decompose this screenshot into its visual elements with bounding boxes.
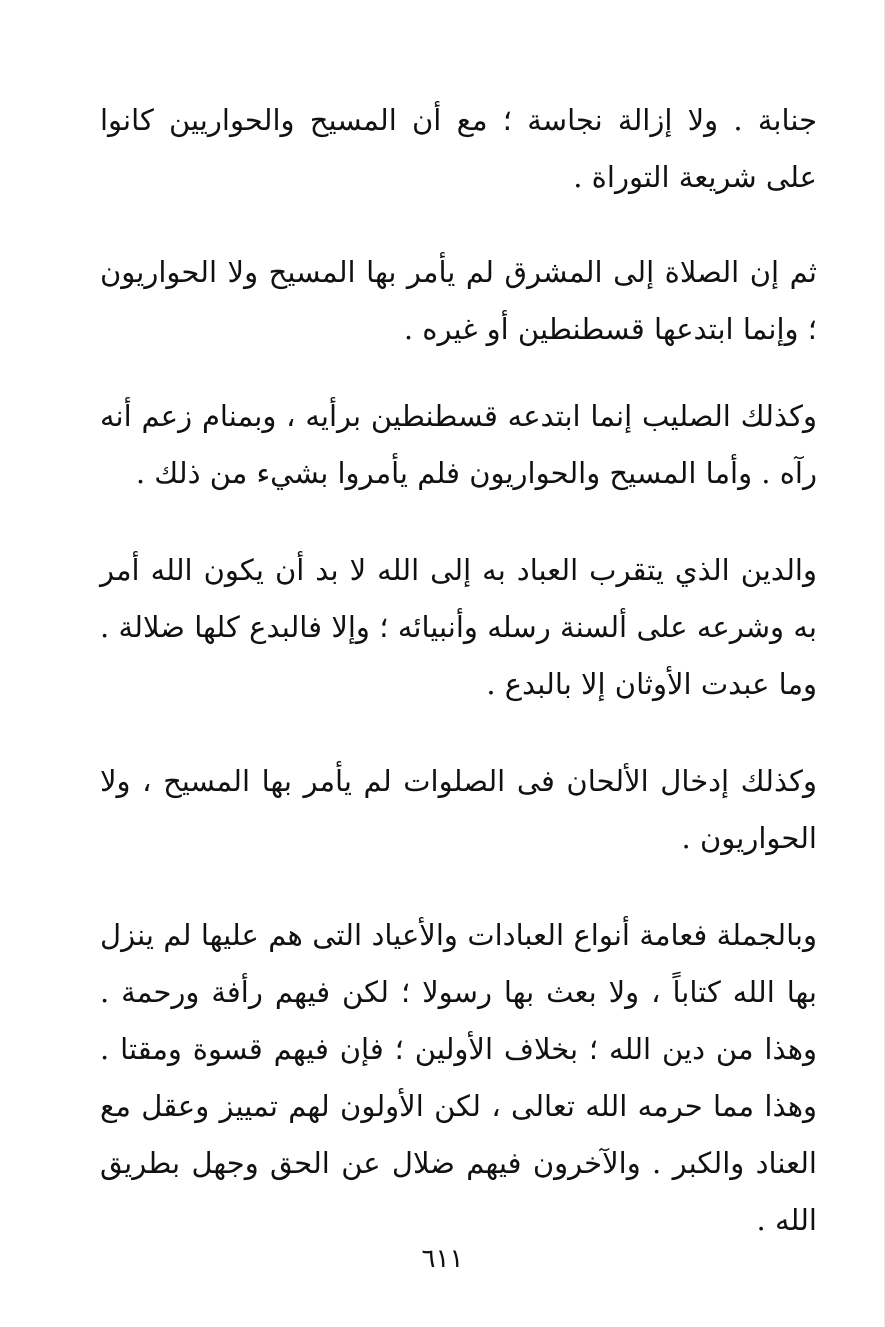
paragraph-3: وكذلك الصليب إنما ابتدعه قسطنطين برأيه ، وبمنام زعم أنه رآه . وأما المسيح والحواريون فلم يأمروا بشيء من ذلك . (100, 399, 817, 490)
paragraph-6: وبالجملة فعامة أنواع العبادات والأعياد التى هم عليها لم ينزل بها الله كتاباً ، ولا بعث بها رسولا ؛ لكن فيهم رأفة ورحمة . وهذا من دين الله ؛ بخلاف الأولين ؛ فإن فيهم قسوة ومقتا . وهذا مما حرمه الله تعالى ، لكن الأولون لهم تمييز وعقل مع العناد والكبر . والآخرون فيهم ضلال عن الحق وجهل بطريق الله . (100, 918, 817, 1237)
page-number: ٦١١ (421, 1244, 464, 1274)
paragraph-2: ثم إن الصلاة إلى المشرق لم يأمر بها المسيح ولا الحواريون ؛ وإنما ابتدعها قسطنطين أو غيره . (100, 255, 817, 346)
paragraph-1: جنابة . ولا إزالة نجاسة ؛ مع أن المسيح والحواريين كانوا على شريعة التوراة . (100, 103, 817, 194)
paragraph-5: وكذلك إدخال الألحان فى الصلوات لم يأمر بها المسيح ، ولا الحواريون . (100, 764, 817, 855)
paragraph-4: والدين الذي يتقرب العباد به إلى الله لا بد أن يكون الله أمر به وشرعه على ألسنة رسله وأنبيائه ؛ وإلا فالبدع كلها ضلالة . وما عبدت الأوثان إلا بالبدع . (100, 553, 817, 701)
